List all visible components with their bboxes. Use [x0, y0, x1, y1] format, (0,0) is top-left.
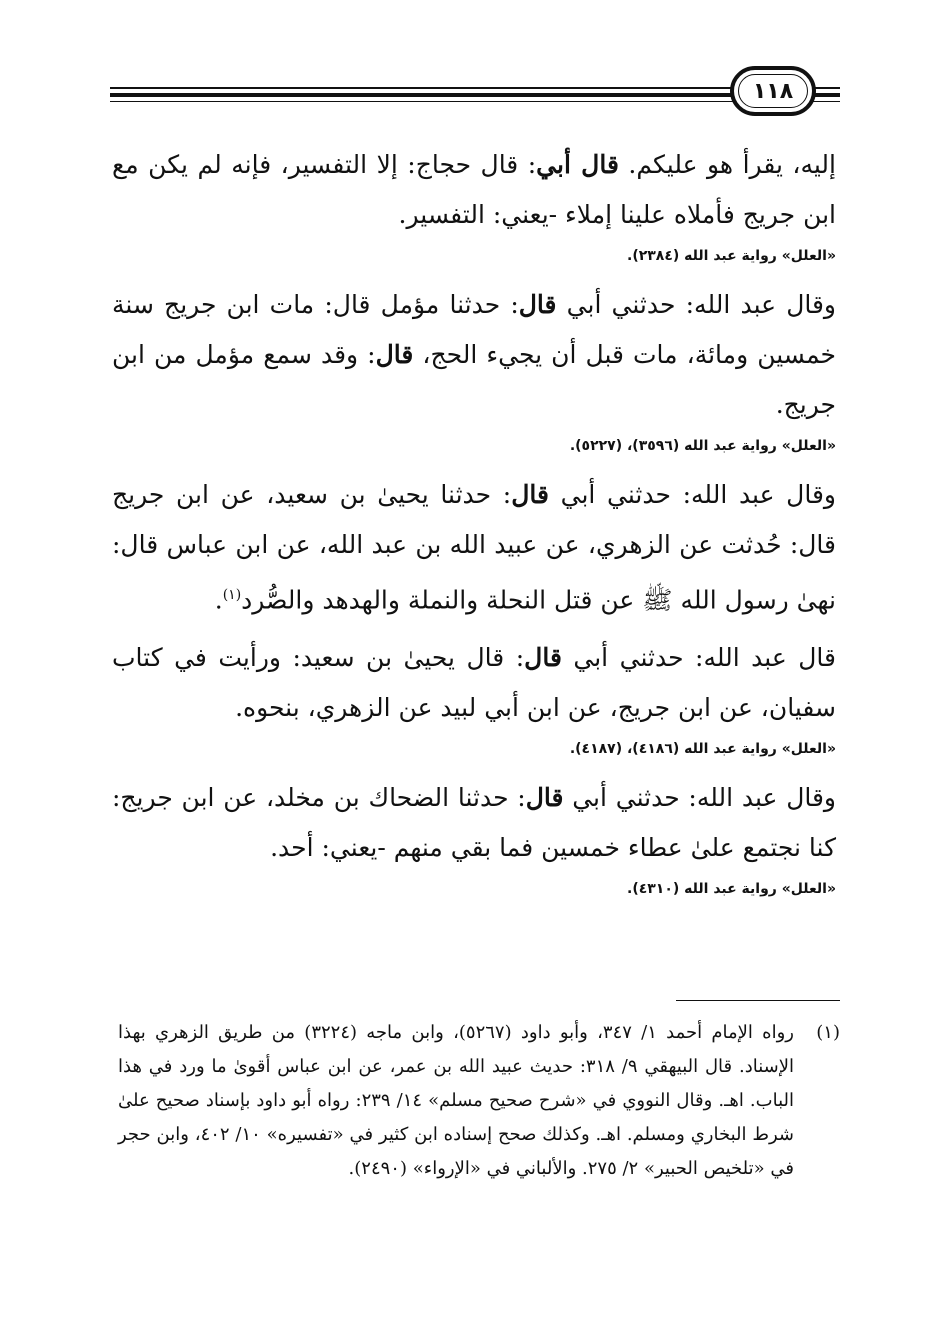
page-number: ١١٨ [752, 78, 794, 104]
paragraph-bold: قال أبي [536, 150, 619, 179]
paragraph-text: وقال عبد الله: حدثني أبي [548, 480, 836, 509]
paragraph-text: . [214, 585, 223, 615]
page-body [112, 140, 836, 913]
footnote-number: (١) [816, 1022, 840, 1043]
paragraph-bold: قال [525, 783, 564, 813]
paragraph-text: قال عبد الله: حدثني أبي [561, 643, 836, 673]
source-citation: «العلل» رواية عبد الله (٢٣٨٤). [627, 248, 836, 264]
source-citation: «العلل» رواية عبد الله (٤٣١٠). [627, 881, 836, 898]
footnote-marker[interactable]: (١) [222, 587, 242, 603]
paragraph-text: : حدثنا مؤمل قال: مات ابن جريج سنة خمسين ومائة، مات قبل أن يجيء الحج، [112, 290, 836, 369]
paragraph [112, 140, 836, 240]
header-rule [110, 101, 840, 102]
paragraph-text: وقال عبد الله: حدثني أبي [563, 783, 836, 813]
paragraph-bold: قال [524, 643, 562, 673]
paragraph [112, 773, 836, 873]
source-citation: «العلل» رواية عبد الله (٣٥٩٦)، (٥٢٢٧). [569, 438, 836, 454]
paragraph-text: : قال حجاج: إلا التفسير، فإنه لم يكن مع ابن جريج فأملاه علينا إملاء -يعني: التفسير. [112, 150, 836, 229]
paragraph [112, 470, 836, 625]
footnote [118, 1016, 840, 1186]
paragraph [112, 280, 836, 430]
paragraph-text: : قال يحيىٰ بن سعيد: ورأيت في كتاب سفيان، عن ابن جريج، عن ابن أبي لبيد عن الزهري، بنحوه. [112, 643, 836, 723]
paragraph-bold: قال [375, 340, 414, 369]
paragraph-text: وقال عبد الله: حدثني أبي [556, 290, 836, 319]
paragraph-bold: قال [511, 480, 549, 509]
paragraph-text: : حدثنا يحيىٰ بن سعيد، عن ابن جريج قال: حُدثت عن الزهري، عن عبيد الله بن عبد الله، عن ابن عباس قال: نهىٰ رسول الله ﷺ عن قتل النحلة والنملة والهدهد والصُّرد [112, 480, 836, 615]
paragraph-bold: قال [518, 290, 557, 319]
paragraph-text: : حدثنا الضحاك بن مخلد، عن ابن جريج: كنا نجتمع علىٰ عطاء خمسين فما بقي منهم -يعني: أحد. [112, 783, 836, 863]
footnote-separator [676, 1000, 840, 1001]
paragraph [112, 633, 836, 733]
source-citation: «العلل» رواية عبد الله (٤١٨٦)، (٤١٨٧). [569, 741, 836, 758]
page-header [110, 62, 840, 120]
page-number-badge [730, 66, 816, 116]
paragraph-text: : وقد سمع مؤمل من ابن جريج. [112, 340, 836, 419]
footnote-text: رواه الإمام أحمد ١/ ٣٤٧، وأبو داود (٥٢٦٧)، وابن ماجه (٣٢٢٤) من طريق الزهري بهذا الإسناد. قال البيهقي ٩/ ٣١٨: حديث عبيد الله بن عمر، عن ابن عباس أقوىٰ ما ورد في هذا الباب. اهـ. وقال النووي في «شرح صحيح مسلم» ١٤/ ٢٣٩: رواه أبو داود بإسناد صحيح علىٰ شرط البخاري ومسلم. اهـ. وكذلك صحح إسناده ابن كثير في «تفسيره» ١٠/ ٤٠٢، وابن حجر في «تلخيص الحبير» ٢/ ٢٧٥. والألباني في «الإرواء» (٢٤٩٠). [118, 1022, 795, 1179]
paragraph-text: إليه، يقرأ هو عليكم. [618, 150, 836, 179]
